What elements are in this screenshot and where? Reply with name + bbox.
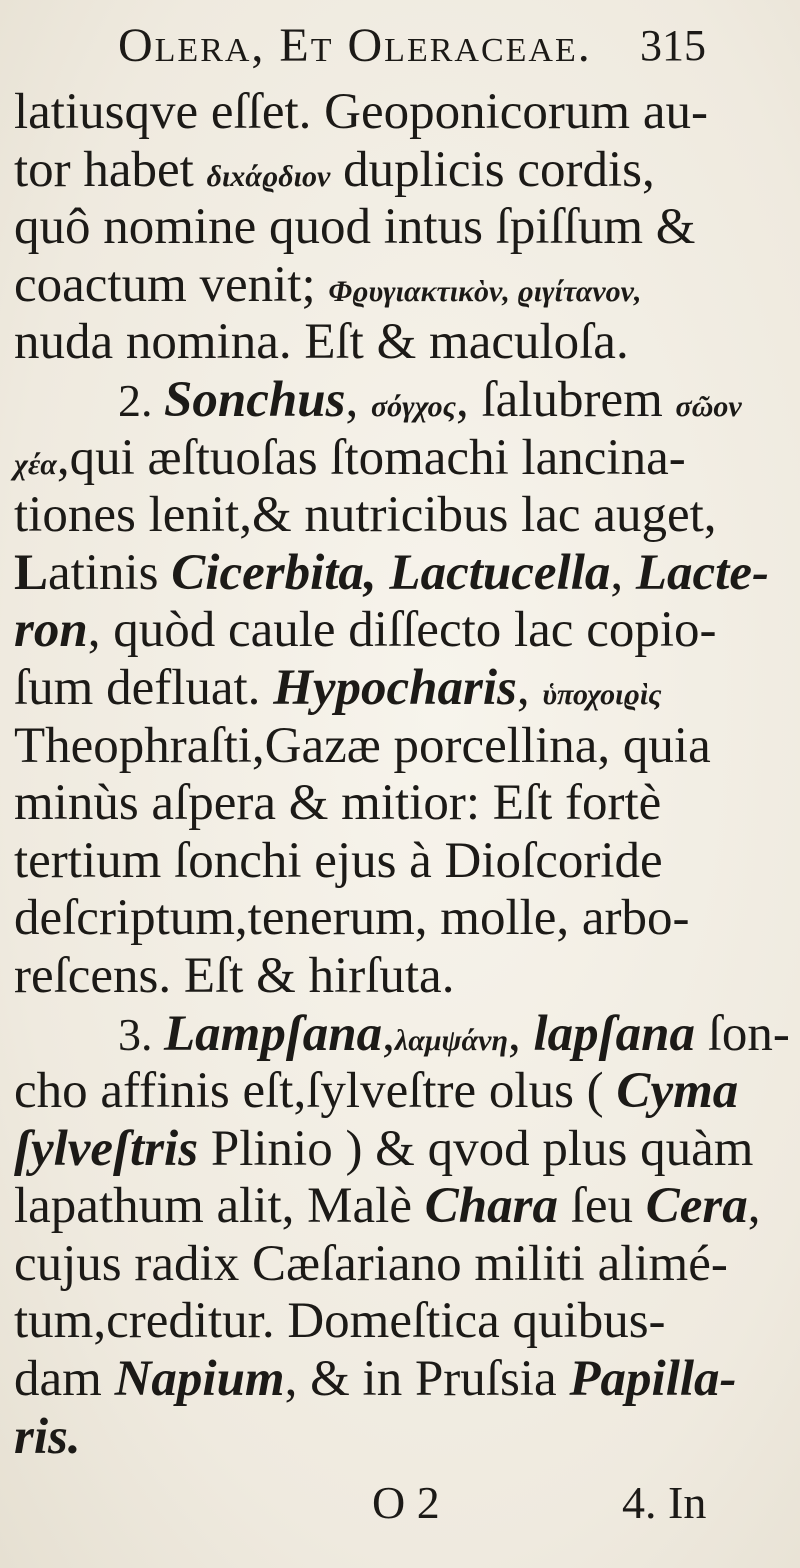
text-line	[14, 257, 796, 315]
text-run: ſeu	[557, 1178, 646, 1235]
text-run: Plinio ) & qvod plus quàm	[198, 1120, 754, 1177]
text-line	[14, 1409, 796, 1467]
italic-term: lapſana	[533, 1005, 695, 1062]
text-line	[14, 1178, 796, 1236]
text-line	[14, 1236, 796, 1294]
text-run: atinis	[48, 544, 172, 601]
text-run: ,	[516, 659, 543, 716]
text-run: nuda nomina. Eſt & maculoſa.	[14, 314, 629, 371]
text-run: , quòd caule diſſecto lac copio-	[87, 602, 717, 659]
text-run: ſum defluat.	[14, 659, 274, 716]
greek-term: διxάϱδιον	[206, 159, 331, 193]
greek-term: Φϱυγιακτικὸν, ϱιγίτανον,	[328, 274, 642, 308]
text-line	[14, 199, 796, 257]
italic-term: Sonchus	[164, 371, 346, 428]
text-line	[14, 948, 796, 1006]
text-run: tertium ſonchi ejus à Dioſcoride	[14, 832, 663, 889]
text-run: dam	[14, 1351, 115, 1408]
greek-term: λαμψάνη	[394, 1023, 508, 1057]
text-run: , & in Pruſsia	[284, 1351, 570, 1408]
text-run: latiusqve eſſet. Geoponicorum au-	[14, 84, 708, 140]
text-run: ſon-	[694, 1005, 790, 1062]
text-run: ,	[747, 1178, 761, 1235]
page-footer	[0, 1476, 800, 1536]
greek-term: ὑποχοιϱὶς	[542, 677, 662, 711]
text-line	[14, 1006, 796, 1064]
text-line	[14, 1063, 796, 1121]
italic-term: Napium	[114, 1351, 285, 1408]
italic-term: ris.	[14, 1408, 81, 1465]
text-run: ,	[507, 1005, 534, 1062]
running-head-title: Olera, Et Oleraceae.	[118, 19, 592, 72]
italic-term: Cera	[645, 1178, 748, 1235]
text-run: duplicis cordis,	[330, 141, 655, 198]
text-run: tor habet	[14, 141, 207, 198]
text-run: tiones lenit,& nutricibus lac auget,	[14, 487, 717, 544]
text-line	[14, 84, 796, 142]
text-run: deſcriptum,tenerum, molle, arbo-	[14, 890, 690, 947]
page-number: 315	[640, 21, 706, 70]
italic-term: Chara	[424, 1178, 558, 1235]
text-run: minùs aſpera & mitior: Eſt fortè	[14, 775, 662, 832]
text-run: ,	[610, 544, 636, 601]
text-run: coactum venit;	[14, 256, 329, 313]
running-head	[0, 14, 800, 84]
text-run: tum,creditur. Domeſtica quibus-	[14, 1293, 666, 1350]
text-run: , ſalubrem	[456, 371, 676, 428]
text-run: ,	[345, 371, 371, 428]
text-line	[14, 314, 796, 372]
italic-term: Lacte-	[635, 544, 769, 601]
text-line	[14, 1121, 796, 1179]
text-line	[14, 1293, 796, 1351]
text-line	[14, 775, 796, 833]
section-number: 3.	[118, 1008, 164, 1060]
text-line	[14, 890, 796, 948]
greek-term: σῶον	[675, 389, 742, 423]
italic-term: Papilla-	[569, 1351, 737, 1408]
catchword: 4. In	[622, 1477, 707, 1528]
text-run: quô nomine quod intus ſpiſſum &	[14, 199, 696, 256]
text-line	[14, 833, 796, 891]
greek-term: σόγχος	[370, 389, 457, 423]
body-text	[14, 84, 796, 1466]
text-run: cujus radix Cæſariano militi alimé-	[14, 1235, 728, 1292]
italic-term: Hypocharis	[273, 659, 517, 716]
italic-term: ron	[14, 602, 88, 659]
text-run: Theophraſti,Gazæ porcellina, quia	[14, 717, 711, 774]
text-line	[14, 372, 796, 430]
signature-mark: O 2	[372, 1477, 440, 1528]
text-run: lapathum alit, Malè	[14, 1178, 425, 1235]
text-line	[14, 660, 796, 718]
text-run: cho affinis eſt,ſylveſtre olus (	[14, 1063, 617, 1120]
italic-term: ſylveſtris	[14, 1120, 199, 1177]
text-line	[14, 545, 796, 603]
initial-letter: L	[14, 544, 49, 601]
text-line	[14, 430, 796, 488]
text-line	[14, 1351, 796, 1409]
text-line	[14, 718, 796, 776]
text-line	[14, 142, 796, 200]
text-run: ,qui æſtuoſas ſtomachi lancina-	[56, 429, 686, 486]
italic-term: Lampſana	[164, 1005, 383, 1062]
text-run: ,	[382, 1005, 395, 1062]
greek-term: χέα	[14, 447, 57, 481]
italic-term: Cicerbita, Lactucella	[171, 544, 611, 601]
italic-term: Cyma	[616, 1063, 739, 1120]
section-number: 2.	[118, 374, 164, 426]
text-run: reſcens. Eſt & hirſuta.	[14, 947, 455, 1004]
text-line	[14, 602, 796, 660]
text-line	[14, 487, 796, 545]
